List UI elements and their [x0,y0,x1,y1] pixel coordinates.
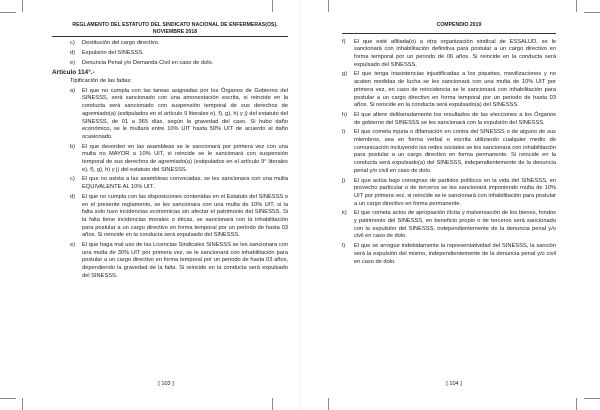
item-text: El que no cumpla con las disposiciones contenidas en el Estatuto del SINESSS o en el presente reglamento, se les sancionara con una multa de 10% UIT, si la falta solo tuvo incidencias económicas sin afectar el patrimonio del SINESSS. Si la falta tiene incidencias morales o éticas, se sancionará con la inhabilitación para postular a un cargo directivo en forma temporal por un periodo de hasta 03 años. Si reincide en la conducta será expulsado del SINESSS. [82,193,288,239]
item-label: e) [70,242,76,249]
fault-item [70,88,288,142]
fault-item [342,39,556,70]
page-gutter [299,0,300,410]
item-text: El que cometa actos de apropiación ilícita y malversación de los bienes, fondos y patrimonio del SINESSS, en beneficio propio o de terceros será sancionado con la expulsión del SINESSS, independientemente de la denuncia penal y/o civil en caso de dolo. [354,210,556,240]
item-label: h) [342,111,348,118]
fault-item [342,129,556,175]
crop-mark [576,0,577,12]
fault-item [342,71,556,110]
crop-mark [272,398,273,410]
running-head-line: REGLAMENTO DEL ESTATUTO DEL SINDICATO NACIONAL DE ENFERMERAS(OS). [72,22,278,28]
header-rule [52,36,288,37]
page-body [342,39,556,267]
item-label: d) [70,49,76,56]
running-head [52,22,288,35]
crop-mark [584,12,600,13]
crop-mark [584,398,600,399]
page-body [52,40,288,280]
fault-item [70,242,288,281]
item-label: f) [342,38,346,45]
fault-item [342,178,556,209]
item-label: b) [70,143,76,150]
item-text: El que altere deliberadamente los resultados de las elecciones a los Órganos de gobierno del SINESSS se les sancionará con la expulsión del SINESSS. [354,111,556,126]
left-page [52,22,288,283]
crop-mark [272,0,273,12]
item-label: i) [342,129,346,136]
item-text: El que actúa bajo consignas de partidos políticos en la vida del SINESSS, en provecho particular o de terceros se les sancionará imponiendo multa de 10% UIT por primera vez, si reincide se le sancionará con inhabilitación para postular a un cargo directivo en forma permanente. [354,177,556,207]
item-label: j) [342,177,346,184]
page-number: [ 104 ] [446,381,462,387]
item-text: El que no asista a las asambleas convocadas, se les sancionara con una multa EQUIVALENTE AL 10% UIT. [82,176,288,191]
item-label: c) [70,40,75,47]
header-rule [342,33,556,34]
item-label: l) [342,243,346,250]
fault-item [342,210,556,241]
item-text: El que no cumpla con las tareas asignadas por los Órganos de Gobierno del SINESSS, será sancionado con una amonestación escrita, si reincide en la conducta será sancionado con suspensión temporal de sus derechos de agremiado(a) (estipulados en el artículo 9 literales e), f), g), h) y j) del estatuto del SINESSS, de 01 a 365 días, según la gravedad del caso. Si hubo daño económico, se le multará entre 10% UIT hasta 50% UIT de acuerdo al daño ocasionado. [82,87,288,140]
fault-item [70,176,288,191]
item-label: d) [70,193,76,200]
item-label: e) [70,59,76,66]
item-label: c) [70,176,75,183]
item-text: El que esté afiliada(o) a otra organización sindical de ESSALUD, se le sancionará con inhabilitación definitiva para postular a un cargo directivo en forma temporal por un periodo de 06 años. Si reincide en la conducta será expulsado del SINESSS. [354,38,556,68]
crop-mark [0,398,16,399]
item-label: g) [342,71,348,78]
running-head-line: NOVIEMBRE 2018 [152,28,198,35]
fault-item [342,243,556,266]
item-text: Denuncia Penal y/o Demanda Civil en caso de dolo. [82,59,214,66]
page-number: [ 103 ] [158,381,174,387]
list-item [70,40,288,48]
item-text: El que se arrogue indebidamente la representatividad del SINESSS, la sanción será la expulsión del mismo, independientemente de la denuncia penal y/o civil en caso de dolo. [354,243,556,265]
right-page [342,22,556,268]
article-title: Artículo 114°.- [52,69,95,77]
item-text: Expulsión del SINESSS. [82,49,144,56]
item-text: El que haga mal uso de las Licencias Sindicales SINESSS se les sancionara con una multa de 30% UIT por primera vez, se le sancionará con inhabilitación para postular a un cargo directivo en forma temporal por un periodo de hasta 03 años, dependiendo la gravedad de la falta. Si reincide en la conducta será expulsado del SINESSS. [82,242,288,279]
item-label: a) [70,87,76,94]
list-item [70,50,288,58]
crop-mark [0,12,16,13]
item-text: El que cometa injuria o difamación en contra del SINESSS o de alguno de sus miembros, sea en forma verbal o escrita utilizando cualquier medio de comunicación incluyendo las redes sociales se les sancionara con inhabilitación para postular a un cargo directivo en forma permanente. Si reincide en la conducta será expulsado(a) del SINESSS, independientemente de la denuncia penal y/o civil en caso de dolo. [354,129,556,174]
fault-item [70,144,288,175]
item-text: El que tenga inasistencias injustificadas a los piquetes, movilizaciones y no acaten medidas de lucha se les sancionará con una multa de 10% UIT por primera vez, en caso de reincidencia se le sancionará con inhabilitación para postular a un cargo directivo en forma temporal por un periodo de hasta 03 años. Si reincide en la conducta será expulsado(a) del SINESSS. [354,71,556,109]
crop-mark [22,0,23,12]
item-text: Destitución del cargo directivo. [82,40,160,47]
fault-item [70,194,288,240]
running-head: COMPENDIO 2019 [436,22,482,28]
crop-mark [576,398,577,410]
article-intro: Tipificación de las faltas: [70,78,132,84]
list-item [70,60,288,68]
crop-mark [328,398,329,410]
item-text: El que desorden en las asambleas se le sancionará por primera vez con una multa no MAYOR a 10% UIT, si reincide se le sancionará con suspensión temporal de sus derechos de agremiado(a) (estipulados en el artículo 9° literales e), f), g), h) y j) del estatuto del SINESSS. [82,143,288,173]
item-label: k) [342,210,347,217]
fault-item [342,112,556,127]
crop-mark [22,398,23,410]
crop-mark [328,0,329,12]
